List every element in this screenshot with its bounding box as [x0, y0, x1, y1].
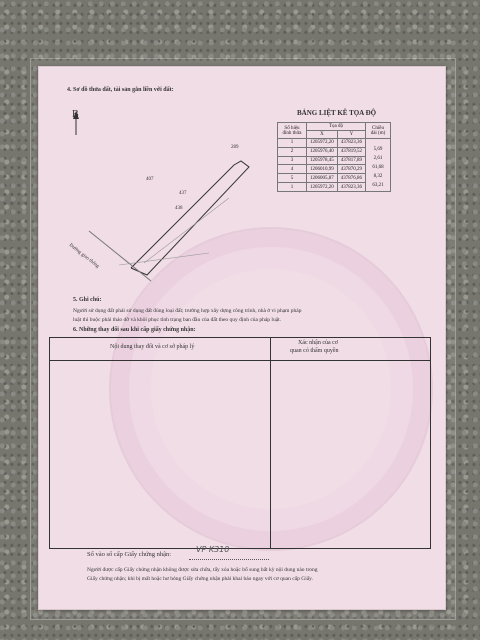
label-407: 407: [146, 177, 154, 182]
cell-y: 437876,86: [337, 174, 365, 183]
length-value: 5,69: [373, 147, 383, 152]
changes-col-content: Nội dung thay đổi và cơ sở pháp lý: [110, 344, 195, 350]
north-symbol: B: [72, 109, 79, 120]
length-value: 61,68: [372, 165, 384, 170]
cell-x: 1205976,40: [307, 147, 338, 156]
length-column: [366, 139, 391, 192]
changes-col-confirm-a: Xác nhận của cơ: [298, 340, 338, 346]
cell-point: 1: [278, 139, 307, 148]
cell-y: 437823,36: [337, 139, 365, 148]
header-x: X: [307, 131, 338, 139]
coord-table: [277, 122, 391, 192]
cell-x: 1205972,20: [307, 139, 338, 148]
length-value: 63,21: [372, 183, 384, 188]
coord-table-title: BẢNG LIỆT KÊ TỌA ĐỘ: [297, 109, 377, 117]
cell-point: 4: [278, 165, 307, 174]
cell-point: 2: [278, 147, 307, 156]
note-line-2: luật thì buộc phải tháo dỡ và khôi phục tình trạng ban đầu của đất theo quy định của pháp luật.: [73, 317, 282, 323]
column-divider: [270, 338, 271, 548]
cell-x: 1205978,45: [307, 156, 338, 165]
entry-value: VP K310: [196, 545, 230, 554]
cell-y: 437819,52: [337, 147, 365, 156]
cell-y: 437823,36: [337, 183, 365, 192]
length-value: 8,32: [373, 174, 383, 179]
changes-table: [49, 337, 431, 549]
section6-title: 6. Những thay đổi sau khi cấp giấy chứng nhận:: [73, 327, 196, 333]
header-line: [50, 360, 430, 361]
cell-y: 437870,29: [337, 165, 365, 174]
label-289: 289: [231, 145, 239, 150]
footer-note-2: Giấy chứng nhận; khi bị mất hoặc hư hỏng Giấy chứng nhận phải khai báo ngay với cơ quan cấp Giấy.: [87, 576, 313, 582]
neighbor-line: [119, 253, 209, 265]
changes-col-confirm-b: quan có thẩm quyền: [290, 348, 339, 354]
label-437: 437: [179, 191, 187, 196]
header-point: Số hiệu đỉnh thửa: [278, 123, 307, 139]
cell-x: 1206005,87: [307, 174, 338, 183]
header-y: Y: [337, 131, 365, 139]
label-438: 438: [175, 206, 183, 211]
section5-title: 5. Ghi chú:: [73, 297, 102, 303]
road-label: Đường giao thông: [67, 243, 100, 270]
neighbor-line-2: [144, 198, 229, 263]
table-row: [278, 139, 391, 148]
certificate-page: [38, 66, 446, 610]
entry-dotline: [189, 559, 269, 560]
parcel-sketch: [59, 103, 269, 283]
note-line-1: Người sử dụng đất phải sử dụng đất đúng loại đất; trường hợp xây dựng công trình, nhà ở vi phạm pháp: [73, 308, 302, 314]
entry-label: Số vào sổ cấp Giấy chứng nhận:: [87, 551, 172, 558]
cell-x: 1205972,20: [307, 183, 338, 192]
header-length: Chiều dài (m): [366, 123, 391, 139]
section4-title: 4. Sơ đồ thửa đất, tài sản gắn liền với đất:: [67, 87, 174, 93]
cell-point: 5: [278, 174, 307, 183]
footer-note-1: Người được cấp Giấy chứng nhận không được sửa chữa, tẩy xóa hoặc bổ sung bất kỳ nội dung nào trong: [87, 567, 318, 573]
cell-point: 1: [278, 183, 307, 192]
cell-y: 437817,89: [337, 156, 365, 165]
length-value: 2,61: [373, 156, 383, 161]
cell-x: 1206010,99: [307, 165, 338, 174]
road-edge: [89, 231, 151, 281]
cell-point: 3: [278, 156, 307, 165]
header-coord: Tọa độ: [307, 123, 366, 131]
